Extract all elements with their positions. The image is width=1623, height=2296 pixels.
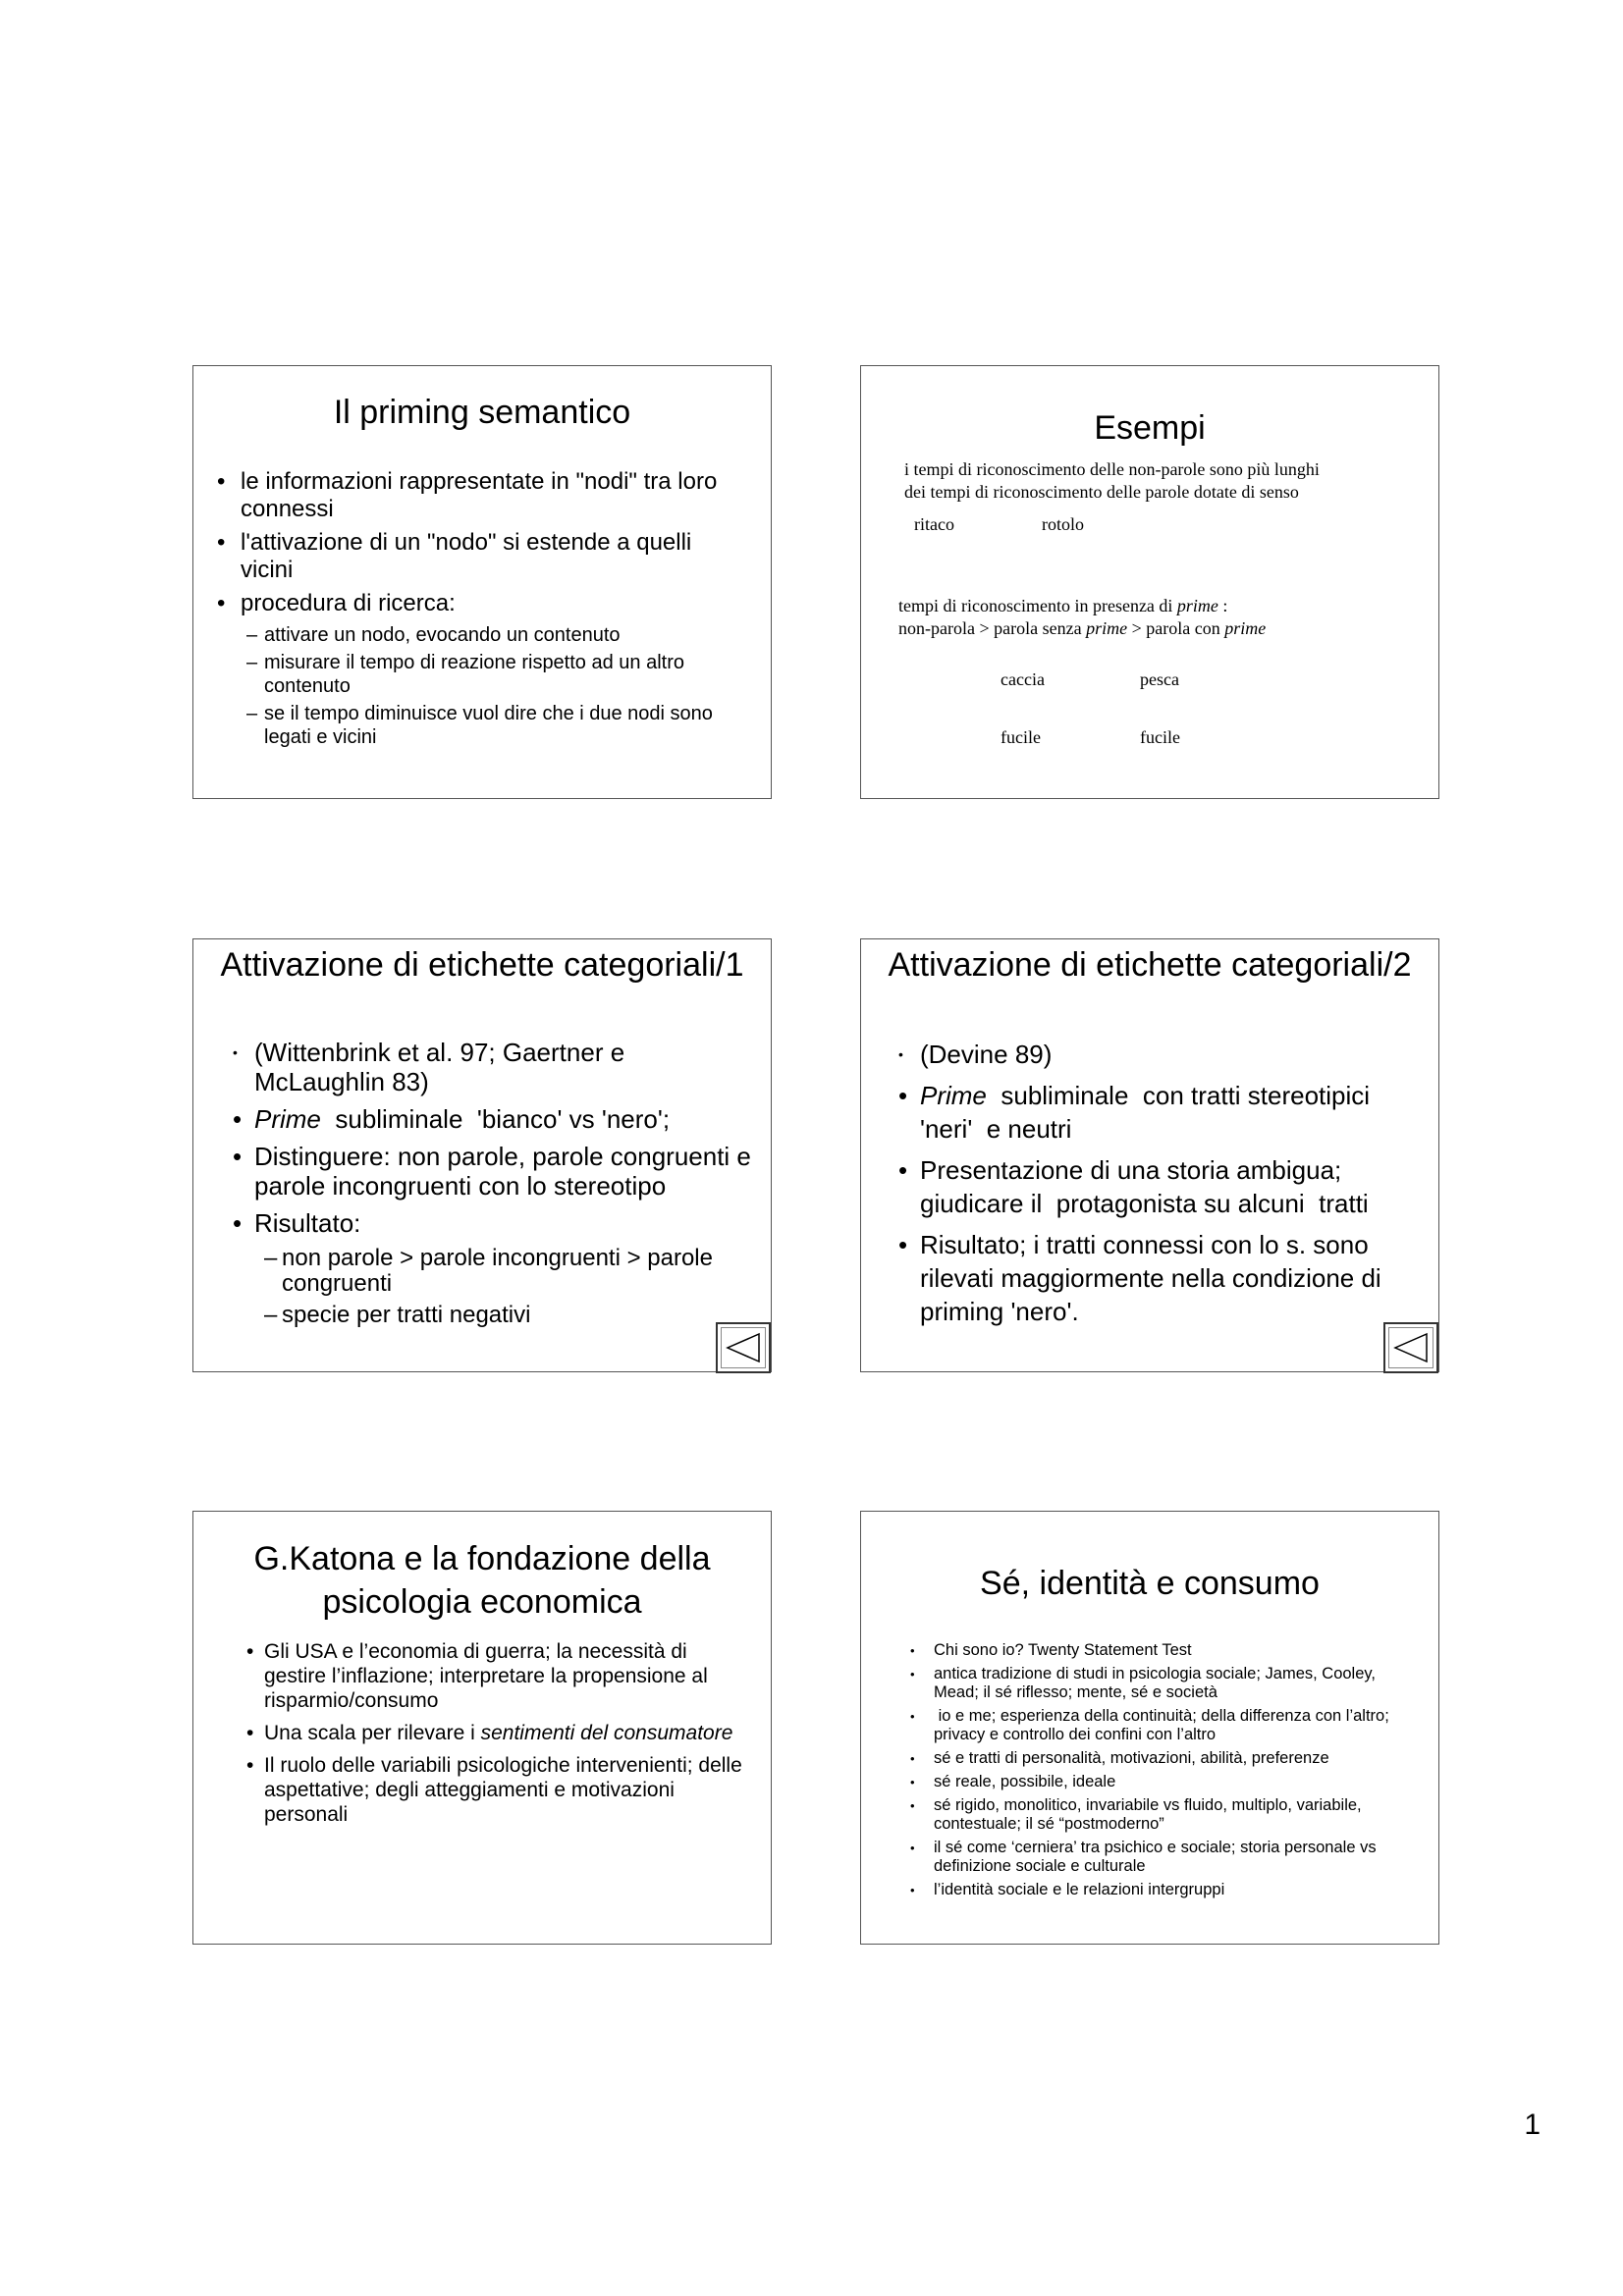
bullet-list [910,1641,1421,1904]
slide-title: Attivazione di etichette categoriali/1 [220,946,744,984]
page-number: 1 [1524,2109,1541,2141]
bullet-list [217,468,747,753]
back-button[interactable] [1383,1322,1438,1373]
sub-bullet-item: – specie per tratti negativi [213,1303,753,1328]
bullet-item: • sé rigido, monolitico, invariabile vs fluido, multiplo, variabile, contestuale; il sé “postmoderno” [910,1796,1421,1834]
sub-bullet-item: – misurare il tempo di reazione rispetto ad un altro contenuto [217,651,747,698]
slide-title: Sé, identità e consumo [980,1565,1320,1602]
bullet-item [213,1104,753,1134]
citation-item: • (Wittenbrink et al. 97; Gaertner e McLaughlin 83) [213,1038,753,1096]
bullet-item: • Distinguere: non parole, parole congruenti e parole incongruenti con lo stereotipo [213,1142,753,1201]
slide-title: Esempi [1094,409,1206,447]
text-line: dei tempi di riconoscimento delle parole dotate di senso [904,482,1299,502]
emphasis-text: prime [1086,618,1128,638]
bullet-item: • sé reale, possibile, ideale [910,1773,1421,1791]
emphasis-text: Prime [254,1104,321,1134]
bullet-item: • Risultato: [213,1208,753,1238]
back-button[interactable] [716,1322,771,1373]
bullet-item: • procedura di ricerca: [217,590,747,617]
text-segment: subliminale 'bianco' vs 'nero'; [320,1104,671,1134]
text-segment: Una scala per rilevare i [264,1722,481,1744]
bullet-item: • l'attivazione di un "nodo" si estende a quelli vicini [217,529,747,584]
example-word: ritaco [914,514,954,534]
slide-katona [192,1511,772,1945]
slide-title: Attivazione di etichette categoriali/2 [888,946,1412,984]
slide-etichette-categoriali-2 [860,938,1439,1372]
emphasis-text: prime [1224,618,1267,638]
bullet-item [246,1721,747,1745]
slide-esempi [860,365,1439,799]
slide-priming-semantico [192,365,772,799]
bullet-item: • io e me; esperienza della continuità; della differenza con l’altro; privacy e controllo dei confini con l’altro [910,1707,1421,1744]
citation-item: • (Devine 89) [881,1038,1421,1071]
bullet-list [213,1038,753,1334]
text-segment: : [1217,596,1228,615]
text-line [898,617,1266,640]
text-segment: > parola con [1127,618,1225,638]
example-word: fucile [1140,727,1180,747]
bullet-item: • antica tradizione di studi in psicologia sociale; James, Cooley, Mead; il sé riflesso; mente, sé e società [910,1665,1421,1702]
example-word: rotolo [1042,514,1084,534]
slide-se-identita-consumo [860,1511,1439,1945]
bullet-item: • Il ruolo delle variabili psicologiche intervenienti; delle aspettative; degli atteggiamenti e motivazioni personali [246,1753,747,1827]
slide-title: G.Katona e la fondazione della psicologia economica [253,1540,711,1621]
emphasis-text: prime [1176,596,1218,615]
emphasis-text: sentimenti del consumatore [480,1722,733,1744]
bullet-item: • Risultato; i tratti connessi con lo s. sono rilevati maggiormente nella condizione di priming 'nero'. [881,1228,1421,1328]
bullet-item: • sé e tratti di personalità, motivazioni, abilità, preferenze [910,1749,1421,1768]
bullet-item [881,1079,1421,1146]
bullet-item: • Presentazione di una storia ambigua; giudicare il protagonista su alcuni tratti [881,1153,1421,1220]
bullet-list [246,1639,747,1835]
text-segment: non-parola > parola senza [898,618,1087,638]
text-segment: subliminale con tratti stereotipici 'neri' e neutri [920,1081,1378,1144]
text-line [898,595,1227,617]
sub-bullet-item: – se il tempo diminuisce vuol dire che i due nodi sono legati e vicini [217,702,747,749]
example-word: pesca [1140,669,1179,689]
slide-etichette-categoriali-1 [192,938,772,1372]
example-word: fucile [1001,727,1041,747]
text-segment: tempi di riconoscimento in presenza di [898,596,1177,615]
bullet-item: • le informazioni rappresentate in "nodi" tra loro connessi [217,468,747,523]
sub-bullet-item: – attivare un nodo, evocando un contenuto [217,623,747,647]
text-line: i tempi di riconoscimento delle non-parole sono più lunghi [904,459,1320,479]
bullet-item: • Chi sono io? Twenty Statement Test [910,1641,1421,1660]
bullet-list [881,1038,1421,1336]
sub-bullet-item: – non parole > parole incongruenti > parole congruenti [213,1246,753,1297]
triangle-left-icon [726,1332,761,1363]
slide-title: Il priming semantico [333,394,631,431]
example-word: caccia [1001,669,1045,689]
triangle-left-icon [1393,1332,1429,1363]
bullet-item: • Gli USA e l’economia di guerra; la necessità di gestire l’inflazione; interpretare la propensione al risparmio/consumo [246,1639,747,1713]
bullet-item: • l’identità sociale e le relazioni intergruppi [910,1881,1421,1899]
emphasis-text: Prime [920,1081,987,1110]
bullet-item: • il sé come ‘cerniera’ tra psichico e sociale; storia personale vs definizione sociale e culturale [910,1839,1421,1876]
